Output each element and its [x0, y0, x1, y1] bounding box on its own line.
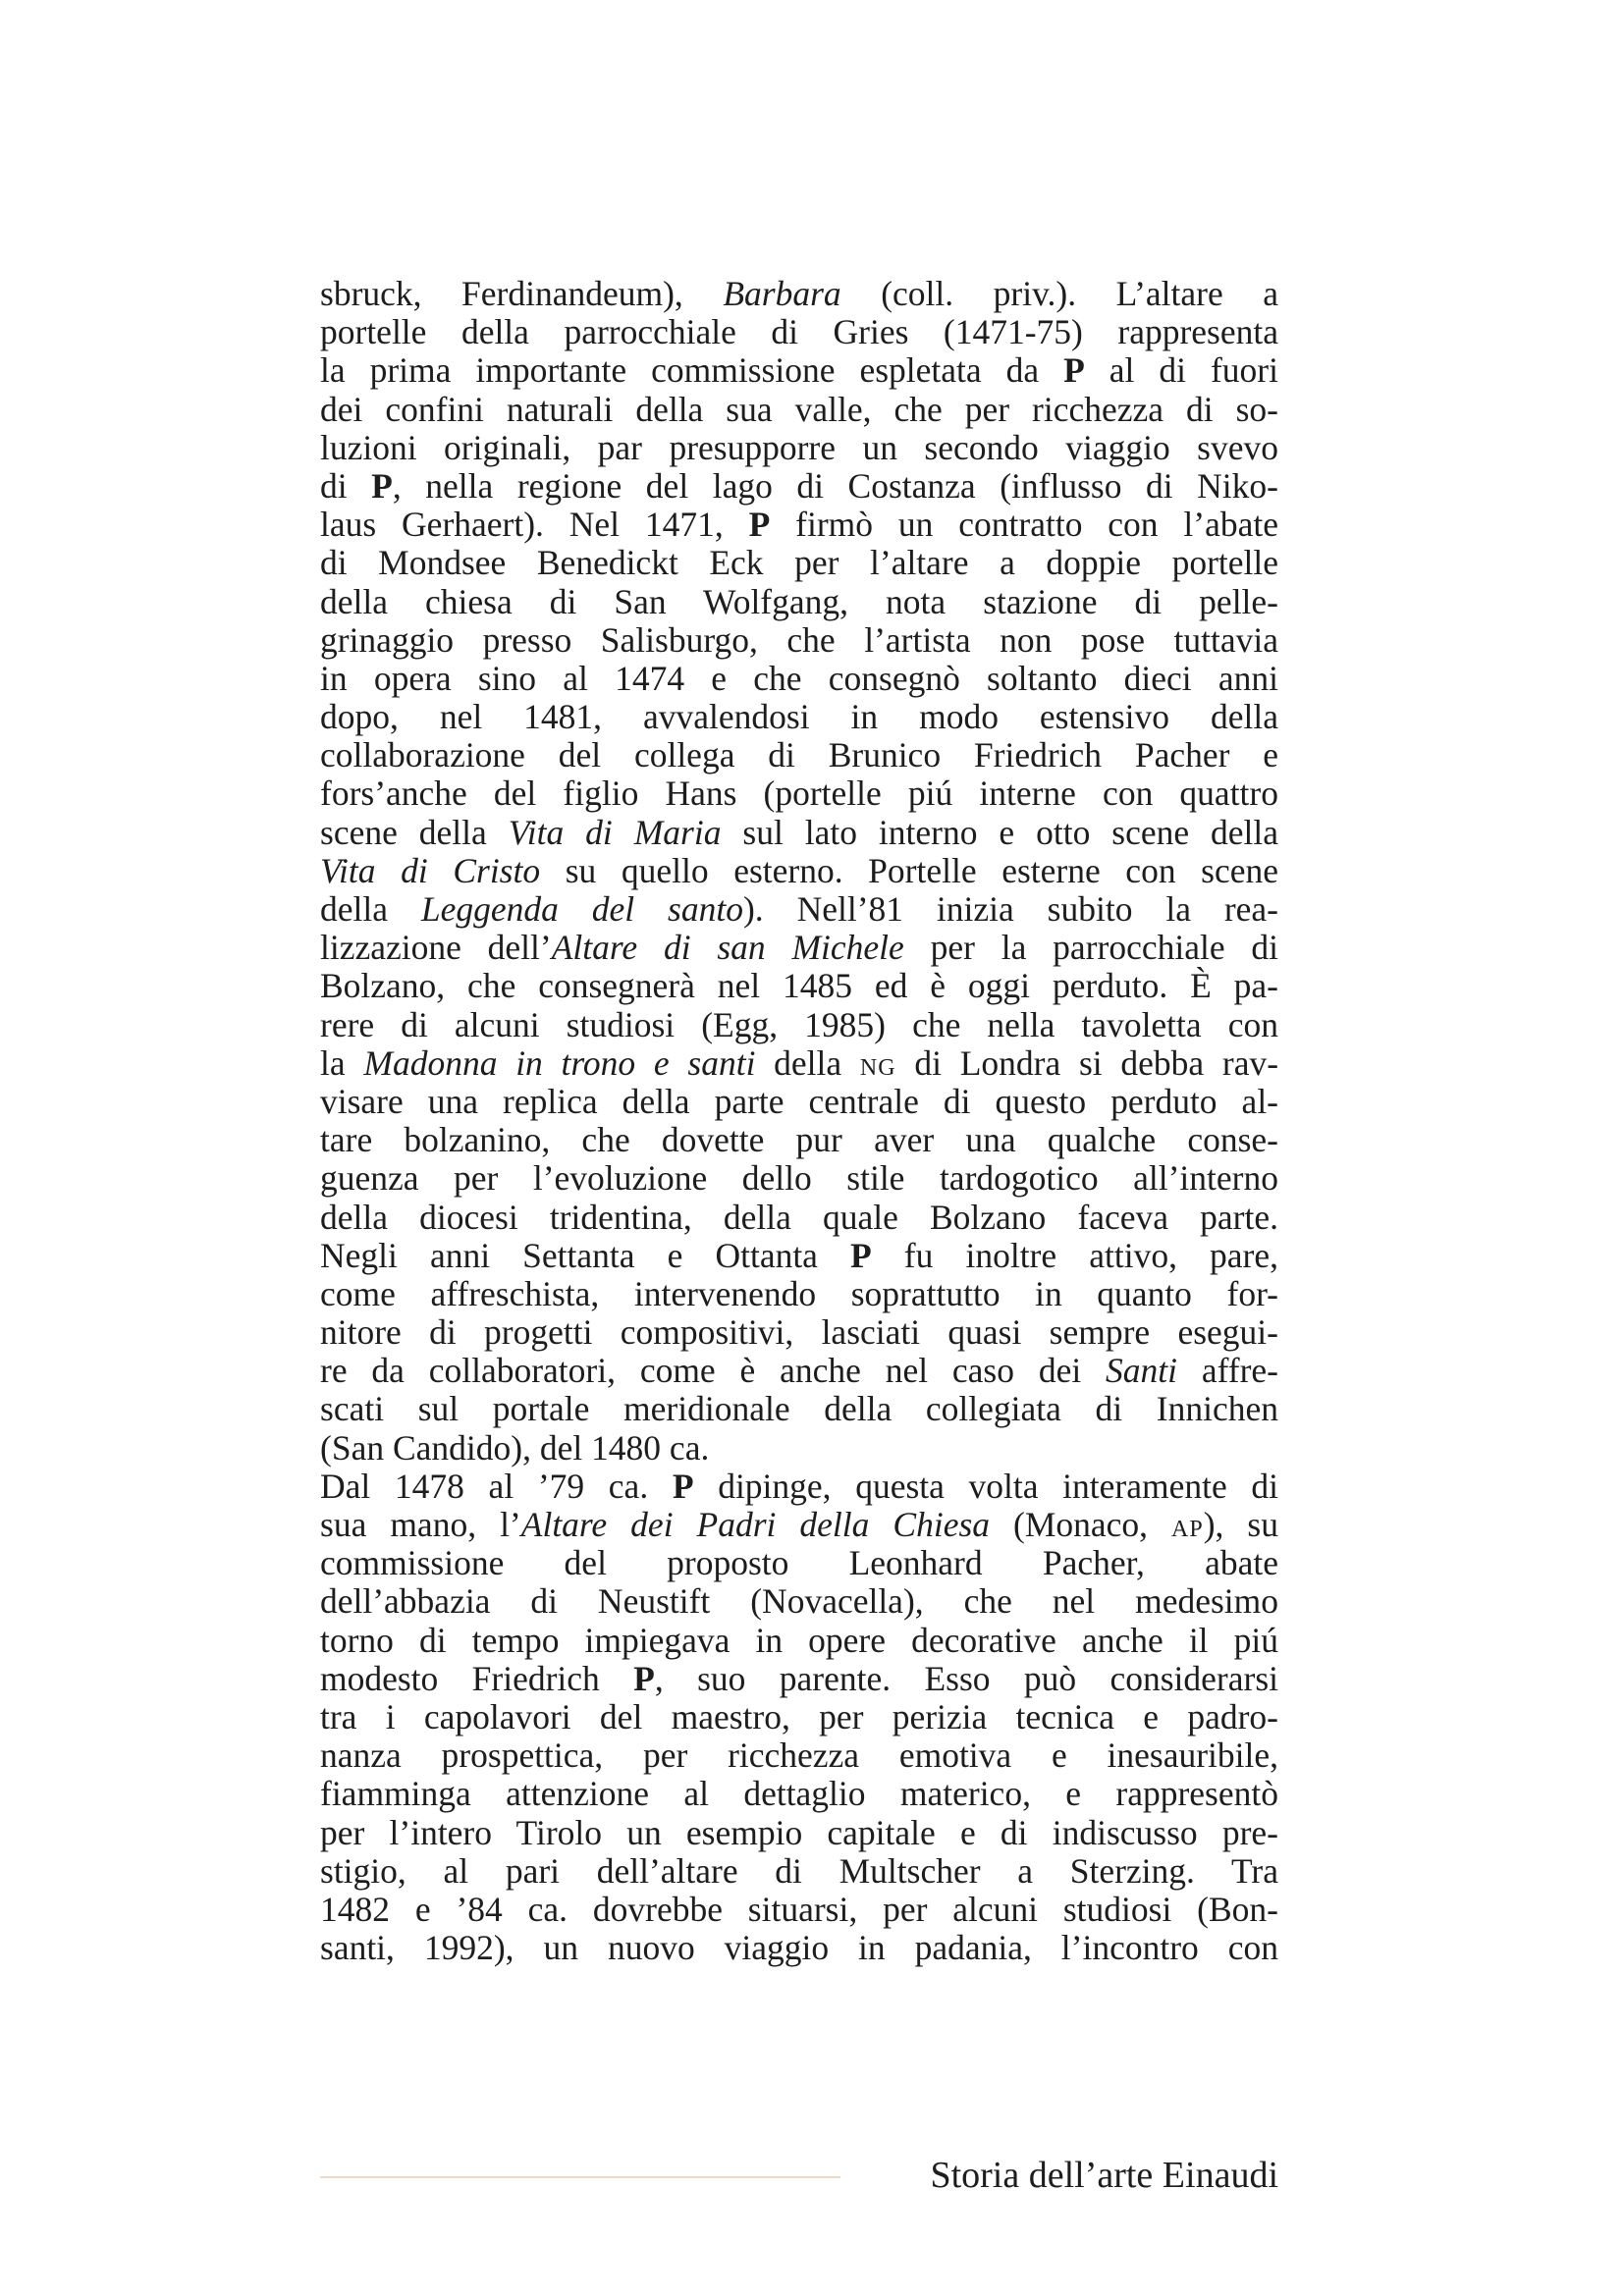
text-run: nanza prospettica, per ricchezza emotiva e inesauribile,	[320, 1735, 1278, 1776]
text-run: della	[320, 889, 421, 929]
text-run: Negli anni Settanta e Ottanta	[320, 1235, 851, 1275]
small-caps-abbr: AP	[1171, 1517, 1204, 1542]
text-run: fiamminga attenzione al dettaglio materico, e rappresentò	[320, 1774, 1278, 1814]
text-run: (San Candido), del 1480 ca.	[320, 1427, 710, 1468]
text-run: della	[755, 1042, 860, 1083]
text-run: fu inoltre attivo, pare,	[871, 1235, 1278, 1275]
text-run: , suo parente. Esso può considerarsi	[654, 1658, 1278, 1698]
text-line	[320, 660, 1278, 698]
text-run: santi, 1992), un nuovo viaggio in padania, l’incontro con	[320, 1928, 1278, 1968]
text-run: tare bolzanino, che dovette pur aver una qualche conse-	[320, 1120, 1278, 1160]
text-run: stigio, al pari dell’altare di Multscher a Sterzing. Tra	[320, 1850, 1278, 1891]
text-line	[320, 544, 1278, 582]
text-run: tra i capolavori del maestro, per perizia tecnica e padro-	[320, 1696, 1278, 1736]
text-run: commissione del proposto Leonhard Pacher, abate	[320, 1543, 1278, 1583]
text-line	[320, 967, 1278, 1005]
text-run: firmò un contratto con l’abate	[770, 505, 1278, 545]
text-run: di Londra si debba rav-	[895, 1042, 1279, 1083]
italic-title: Vita di Maria	[508, 812, 722, 852]
text-line	[320, 852, 1278, 890]
text-line	[320, 1698, 1278, 1736]
text-line	[320, 1429, 1278, 1468]
text-run: la	[320, 1042, 364, 1083]
text-run: per l’intero Tirolo un esempio capitale e di indiscusso pre-	[320, 1812, 1278, 1852]
text-run: torno di tempo impiegava in opere decorative anche il piú	[320, 1620, 1278, 1660]
text-run: come affreschista, intervenendo soprattutto in quanto for-	[320, 1273, 1278, 1313]
text-line	[320, 1006, 1278, 1044]
text-run: nitore di progetti compositivi, lasciati quasi sempre esegui-	[320, 1312, 1278, 1353]
text-run: laus Gerhaert). Nel 1471,	[320, 505, 749, 545]
bold-initial: P	[1063, 350, 1085, 391]
text-run: visare una replica della parte centrale di questo perduto al-	[320, 1081, 1278, 1121]
text-run: Bolzano, che consegnerà nel 1485 ed è oggi perduto. È pa-	[320, 966, 1278, 1006]
text-run: Dal 1478 al ’79 ca.	[320, 1466, 673, 1506]
text-line	[320, 929, 1278, 967]
text-line	[320, 275, 1278, 313]
text-run: affre-	[1177, 1351, 1278, 1391]
footer-rule	[320, 2176, 840, 2178]
text-line	[320, 1736, 1278, 1775]
text-run: dei confini naturali della sua valle, che per ricchezza di so-	[320, 389, 1278, 429]
text-run: modesto Friedrich	[320, 1658, 634, 1698]
text-run: rere di alcuni studiosi (Egg, 1985) che nella tavoletta con	[320, 1004, 1278, 1044]
text-line	[320, 698, 1278, 736]
text-run: della diocesi tridentina, della quale Bolzano faceva parte.	[320, 1197, 1278, 1237]
text-run: dipinge, questa volta interamente di	[693, 1466, 1278, 1506]
text-line	[320, 1852, 1278, 1891]
text-run: dell’abbazia di Neustift (Novacella), che nel medesimo	[320, 1581, 1278, 1622]
text-run: fors’anche del figlio Hans (portelle piú interne con quattro	[320, 774, 1278, 814]
italic-title: Madonna in trono e santi	[363, 1042, 756, 1083]
text-line	[320, 1775, 1278, 1813]
text-line	[320, 1929, 1278, 1967]
text-line	[320, 1468, 1278, 1506]
text-run: la prima importante commissione espletata da	[320, 350, 1064, 391]
bold-initial: P	[850, 1235, 872, 1275]
text-line	[320, 1891, 1278, 1929]
text-run: sbruck, Ferdinandeum),	[320, 274, 724, 313]
text-line	[320, 313, 1278, 351]
bold-initial: P	[371, 465, 393, 506]
italic-title: Santi	[1106, 1351, 1177, 1391]
italic-title: Vita di Cristo	[320, 850, 541, 890]
text-line	[320, 1237, 1278, 1275]
text-run: , nella regione del lago di Costanza (influsso di Niko-	[392, 465, 1278, 506]
text-run: dopo, nel 1481, avvalendosi in modo estensivo della	[320, 697, 1278, 737]
text-run: su quello esterno. Portelle esterne con scene	[540, 850, 1278, 890]
text-line	[320, 1083, 1278, 1121]
text-line	[320, 583, 1278, 621]
text-line	[320, 1660, 1278, 1698]
text-run: luzioni originali, par presupporre un secondo viaggio svevo	[320, 427, 1278, 467]
text-run: grinaggio presso Salisburgo, che l’artista non pose tuttavia	[320, 619, 1278, 660]
text-line	[320, 429, 1278, 467]
text-run: ), su	[1203, 1505, 1278, 1544]
text-run: lizzazione dell’	[320, 928, 552, 968]
bold-initial: P	[672, 1466, 694, 1506]
text-run: sul lato interno e otto scene della	[721, 812, 1279, 852]
text-run: collaborazione del collega di Brunico Friedrich Pacher e	[320, 735, 1278, 775]
text-line	[320, 506, 1278, 544]
text-line	[320, 1352, 1278, 1390]
text-run: (coll. priv.). L’altare a	[840, 274, 1278, 313]
italic-title: Leggenda del santo	[420, 889, 743, 929]
text-line	[320, 1814, 1278, 1852]
text-run: al di fuori	[1084, 350, 1278, 391]
text-line	[320, 736, 1278, 774]
text-line	[320, 1544, 1278, 1582]
text-line	[320, 1390, 1278, 1428]
text-line	[320, 1622, 1278, 1660]
text-line	[320, 774, 1278, 813]
bold-initial: P	[748, 505, 771, 545]
text-run: scene della	[320, 812, 509, 852]
text-line	[320, 1044, 1278, 1083]
text-line	[320, 1506, 1278, 1544]
text-line	[320, 1121, 1278, 1159]
small-caps-abbr: NG	[859, 1054, 896, 1081]
text-run: per la parrocchiale di	[903, 928, 1278, 968]
text-line	[320, 1313, 1278, 1352]
text-line	[320, 467, 1278, 506]
text-line	[320, 1159, 1278, 1198]
text-run: della chiesa di San Wolfgang, nota stazione di pelle-	[320, 581, 1278, 621]
text-run: ). Nell’81 inizia subito la rea-	[742, 889, 1278, 929]
text-line	[320, 814, 1278, 852]
text-run: re da collaboratori, come è anche nel caso dei	[320, 1351, 1107, 1391]
text-line	[320, 621, 1278, 660]
text-run: in opera sino al 1474 e che consegnò soltanto dieci anni	[320, 658, 1278, 698]
footer-title: Storia dell’arte Einaudi	[930, 2155, 1278, 2196]
body-text	[320, 275, 1278, 1967]
text-run: di Mondsee Benedickt Eck per l’altare a doppie portelle	[320, 543, 1278, 583]
text-run: di	[320, 465, 372, 506]
text-line	[320, 1582, 1278, 1621]
text-run: portelle della parrocchiale di Gries (1471-75) rappresenta	[320, 312, 1278, 352]
bold-initial: P	[633, 1658, 655, 1698]
text-line	[320, 391, 1278, 429]
text-run: scati sul portale meridionale della collegiata di Innichen	[320, 1389, 1278, 1429]
italic-title: Altare di san Michele	[551, 928, 904, 968]
italic-title: Barbara	[723, 274, 841, 313]
text-run: sua mano, l’	[320, 1505, 521, 1544]
text-line	[320, 1275, 1278, 1313]
text-run: (Monaco,	[990, 1505, 1172, 1544]
text-line	[320, 890, 1278, 929]
text-run: guenza per l’evoluzione dello stile tardogotico all’interno	[320, 1158, 1278, 1199]
text-line	[320, 1199, 1278, 1237]
text-run: 1482 e ’84 ca. dovrebbe situarsi, per alcuni studiosi (Bon-	[320, 1889, 1278, 1929]
italic-title: Altare dei Padri della Chiesa	[520, 1505, 991, 1544]
text-line	[320, 351, 1278, 390]
